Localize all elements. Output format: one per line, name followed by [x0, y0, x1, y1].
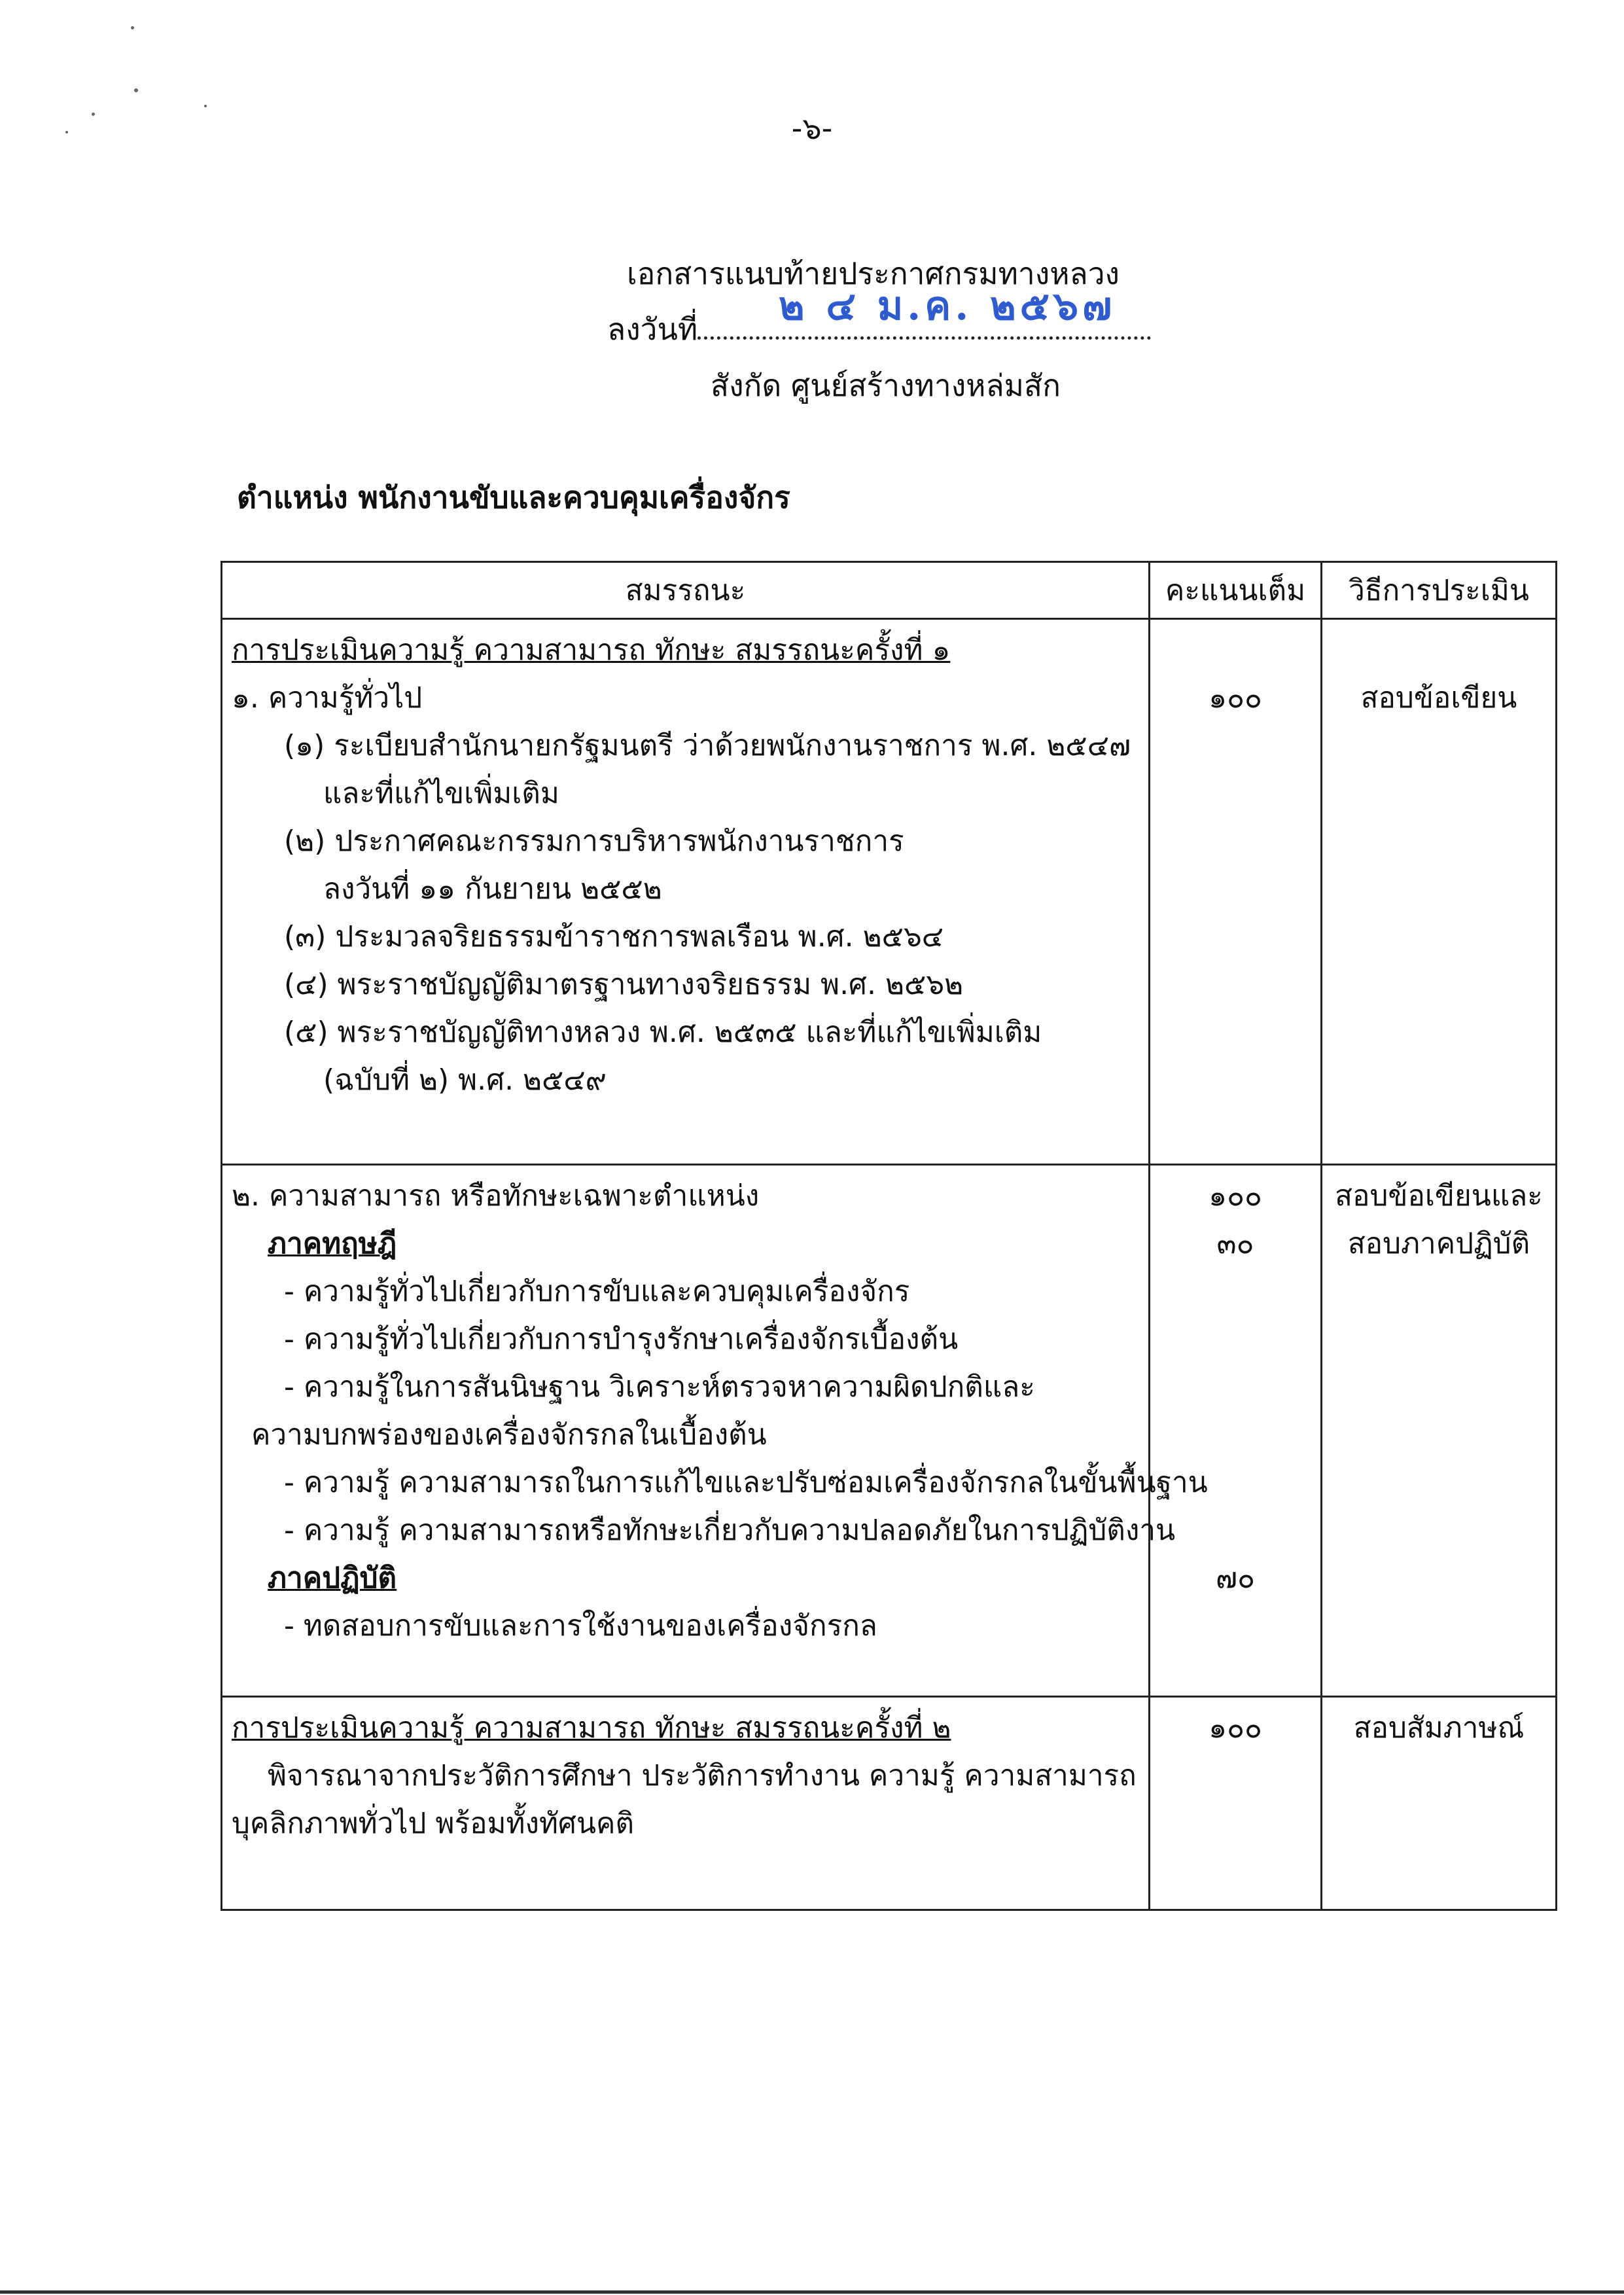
round2-score-cell [1150, 1697, 1322, 1910]
table-header-row [222, 562, 1557, 619]
scan-speck [134, 88, 138, 92]
header-competency: สมรรถนะ [222, 562, 1150, 619]
date-stamp: ๒ ๔ ม.ค. ๒๕๖๗ [779, 283, 1116, 329]
header-affiliation: สังกัด ศูนย์สร้างทางหล่มสัก [711, 368, 1061, 403]
general-item: ลงวันที่ ๑๑ กันยายน ๒๕๕๒ [323, 872, 662, 906]
theory-item: - ความรู้ทั่วไปเกี่ยวกับการขับและควบคุมเครื่องจักร [284, 1275, 910, 1308]
scan-speck [131, 26, 134, 29]
round2-method: สอบสัมภาษณ์ [1353, 1711, 1525, 1745]
page-number: -๖- [791, 111, 833, 146]
practice-item: - ทดสอบการขับและการใช้งานของเครื่องจักรกล [284, 1609, 877, 1643]
round2-line: บุคลิกภาพทั่วไป พร้อมทั้งทัศนคติ [232, 1807, 635, 1840]
ability-score-theory: ๓๐ [1216, 1227, 1254, 1260]
general-method: สอบข้อเขียน [1360, 681, 1517, 715]
theory-item: ความบกพร่องของเครื่องจักรกลในเบื้องต้น [251, 1418, 767, 1451]
general-item: (๑) ระเบียบสำนักนายกรัฐมนตรี ว่าด้วยพนักงานราชการ พ.ศ. ๒๕๔๗ [284, 729, 1131, 762]
ability-score-cell [1150, 1165, 1322, 1697]
ability-method-cell [1322, 1165, 1557, 1697]
table-row-general [222, 619, 1557, 1165]
ability-score-total: ๑๐๐ [1209, 1179, 1262, 1213]
general-item: และที่แก้ไขเพิ่มเติม [323, 777, 559, 810]
round2-title: การประเมินความรู้ ความสามารถ ทักษะ สมรรถนะครั้งที่ ๒ [232, 1711, 951, 1745]
general-item: (๔) พระราชบัญญัติมาตรฐานทางจริยธรรม พ.ศ. ๒๕๖๒ [284, 968, 964, 1001]
general-item: (ฉบับที่ ๒) พ.ศ. ๒๕๔๙ [323, 1063, 607, 1097]
general-cell [222, 619, 1150, 1165]
assessment-table [221, 561, 1557, 1911]
theory-item: - ความรู้ทั่วไปเกี่ยวกับการบำรุงรักษาเครื่องจักรเบื้องต้น [284, 1323, 959, 1356]
general-item: (๕) พระราชบัญญัติทางหลวง พ.ศ. ๒๕๓๕ และที่แก้ไขเพิ่มเติม [284, 1016, 1042, 1049]
header-title: เอกสารแนบท้ายประกาศกรมทางหลวง [627, 256, 1120, 291]
ability-score-practice: ๗๐ [1216, 1561, 1255, 1595]
header-method: วิธีการประเมิน [1322, 562, 1557, 619]
theory-item: - ความรู้ ความสามารถหรือทักษะเกี่ยวกับความปลอดภัยในการปฏิบัติงาน [284, 1514, 1176, 1547]
round2-score: ๑๐๐ [1209, 1711, 1262, 1745]
general-title: ๑. ความรู้ทั่วไป [232, 681, 423, 715]
practice-label: ภาคปฏิบัติ [268, 1561, 397, 1595]
round2-cell [222, 1697, 1150, 1910]
theory-item: - ความรู้ในการสันนิษฐาน วิเคราะห์ตรวจหาความผิดปกติและ [284, 1370, 1035, 1404]
scan-bottom-edge [0, 2290, 1624, 2294]
general-item: (๒) ประกาศคณะกรรมการบริหารพนักงานราชการ [284, 825, 904, 858]
round2-method-cell [1322, 1697, 1557, 1910]
table-row-round2 [222, 1697, 1557, 1910]
ability-title: ๒. ความสามารถ หรือทักษะเฉพาะตำแหน่ง [232, 1179, 760, 1213]
ability-method-line1: สอบข้อเขียนและ [1335, 1179, 1543, 1213]
general-score-cell [1150, 619, 1322, 1165]
round2-line: พิจารณาจากประวัติการศึกษา ประวัติการทำงาน ความรู้ ความสามารถ [268, 1759, 1137, 1792]
theory-label: ภาคทฤษฎี [268, 1227, 397, 1260]
theory-item: - ความรู้ ความสามารถในการแก้ไขและปรับซ่อมเครื่องจักรกลในขั้นพื้นฐาน [284, 1466, 1208, 1499]
general-item: (๓) ประมวลจริยธรรมข้าราชการพลเรือน พ.ศ. ๒๕๖๔ [284, 920, 944, 953]
general-method-cell [1322, 619, 1557, 1165]
date-label: ลงวันที่ [607, 311, 698, 347]
header-full-score: คะแนนเต็ม [1150, 562, 1322, 619]
ability-cell [222, 1165, 1208, 1697]
ability-method-line2: สอบภาคปฏิบัติ [1347, 1227, 1530, 1260]
position-title: ตำแหน่ง พนักงานขับและควบคุมเครื่องจักร [237, 480, 790, 515]
general-score: ๑๐๐ [1209, 681, 1262, 715]
round1-title: การประเมินความรู้ ความสามารถ ทักษะ สมรรถนะครั้งที่ ๑ [232, 633, 951, 667]
table-row-ability [222, 1165, 1557, 1697]
